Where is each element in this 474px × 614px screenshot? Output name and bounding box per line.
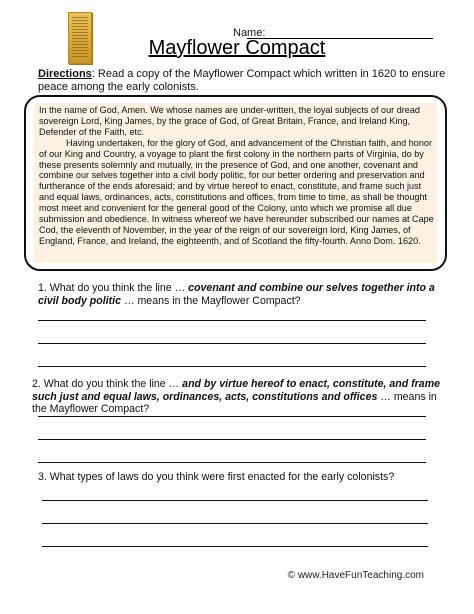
- question-1-answer-line-1[interactable]: [38, 320, 426, 321]
- question-1-prefix: 1. What do you think the line …: [38, 282, 189, 294]
- compact-paragraph-1: In the name of God, Amen. We whose names are under-written, the loyal subjects of our dread sovereign Lord, King James, by the grace of God, of Great Britain, France, and Ireland King, Defender of the Faith, etc.: [39, 105, 420, 137]
- question-2-suffix: … means in the Mayflower Compact?: [32, 390, 437, 415]
- question-3: [38, 471, 440, 484]
- question-1: [38, 282, 440, 307]
- directions-text: : Read a copy of the Mayflower Compact which written in 1620 to ensure peace among the early colonists.: [38, 68, 446, 93]
- name-label: Name:: [233, 27, 266, 39]
- question-1-quote: covenant and combine our selves together into a civil body politic: [38, 282, 435, 307]
- directions: [38, 68, 446, 93]
- compact-paragraph-2: Having undertaken, for the glory of God, and advancement of the Christian faith, and honor of our King and Country, a voyage to plant the first colony in the northern parts of Virginia, do by these presents solemnly and mutually, in the presence of God, and one another, covenant and combine our selves together into a civil body politic, for our better ordering and preservation and furtherance of the ends aforesaid; and by virtue hereof to enact, constitute, and frame such just and equal laws, ordinances, acts, constitutions and offices, from time to time, as shall be thought most meet and convenient for the general good of the Colony, unto which we promise all due submission and obedience. In witness whereof we have hereunder subscribed our names at Cape Cod, the eleventh of November, in the year of the reign of our sovereign lord, King James, of England, France, and Ireland, the eighteenth, and of Scotland the fifty-fourth. Anno Dom. 1620.: [39, 137, 434, 246]
- directions-label: Directions: [38, 68, 92, 80]
- page-title: Mayflower Compact: [148, 37, 326, 59]
- footer-copyright: © www.HaveFunTeaching.com: [287, 570, 424, 581]
- question-2: [32, 378, 442, 416]
- question-3-answer-line-2[interactable]: [42, 523, 428, 524]
- question-2-prefix: 2. What do you think the line …: [32, 378, 183, 390]
- question-3-answer-line-1[interactable]: [42, 500, 428, 501]
- question-2-answer-line-2[interactable]: [38, 439, 426, 440]
- compact-text: [39, 105, 434, 247]
- question-3-answer-line-3[interactable]: [42, 546, 428, 547]
- question-1-answer-line-3[interactable]: [38, 366, 426, 367]
- question-1-answer-line-2[interactable]: [38, 343, 426, 344]
- question-3-prefix: 3. What types of laws do you think were first enacted for the early colonists?: [38, 471, 395, 483]
- compact-text-box: [24, 95, 447, 271]
- question-2-answer-line-3[interactable]: [38, 462, 426, 463]
- question-2-answer-line-1[interactable]: [38, 416, 426, 417]
- question-2-quote: and by virtue hereof to enact, constitute, and frame such just and equal laws, ordinances, acts, constitutions and offices: [32, 378, 441, 403]
- question-1-suffix: … means in the Mayflower Compact?: [121, 294, 301, 307]
- compact-text-panel: [34, 103, 437, 263]
